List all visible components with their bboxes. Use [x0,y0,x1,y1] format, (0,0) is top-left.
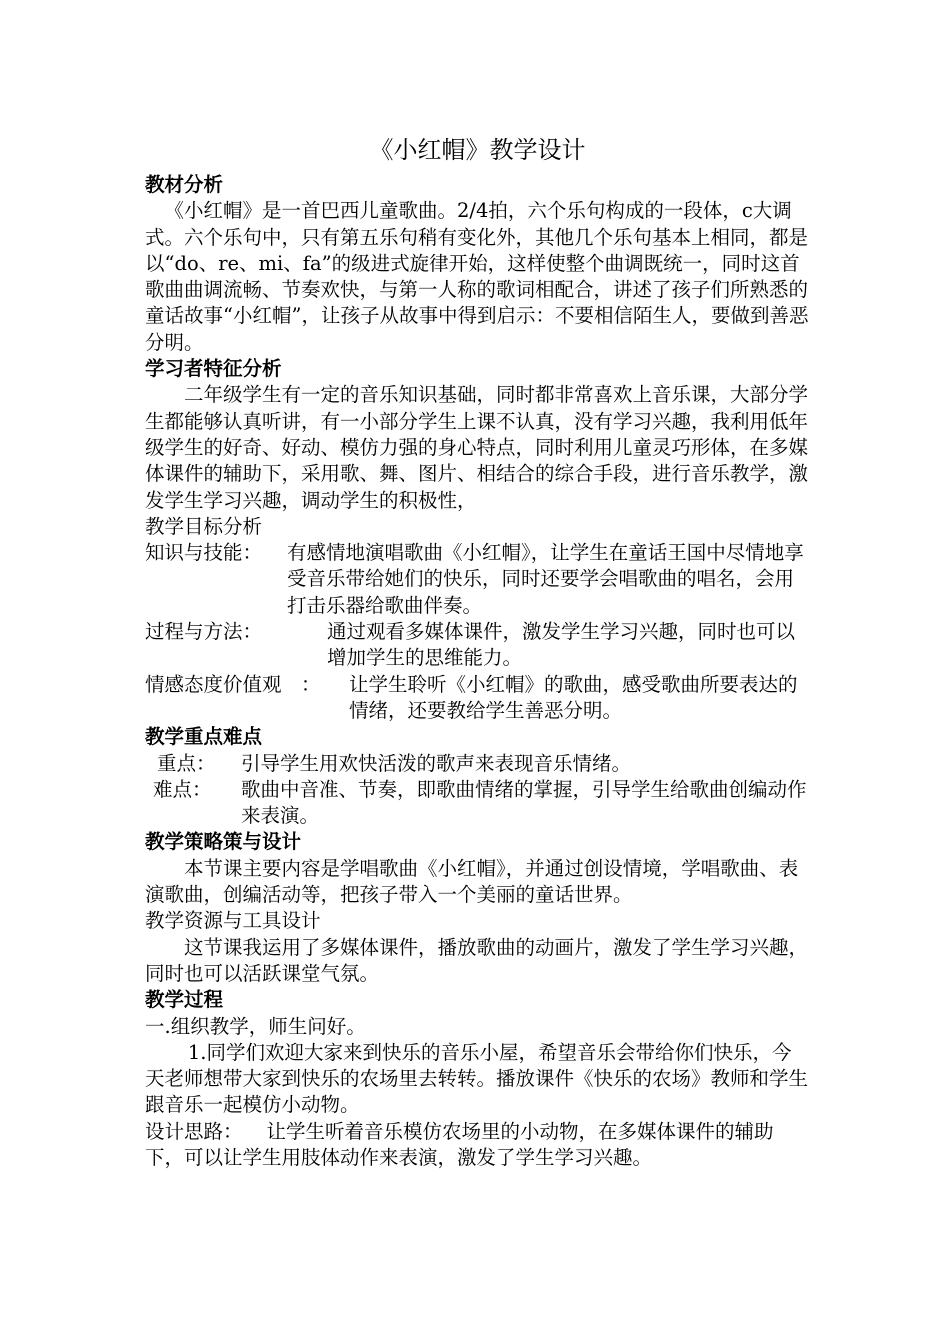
heading-process: 教学过程 [145,988,224,1012]
heading-key-difficult: 教学重点难点 [145,725,263,749]
objective-skills-text: 有感情地演唱歌曲《小红帽》，让学生在童话王国中尽情地享受音乐带给她们的快乐，同时还要学会唱歌曲的唱名，会用打击乐器给歌曲伴奏。 [287,541,804,617]
objective-skills-label: 知识与技能： [145,541,263,565]
objective-emotion [145,672,810,725]
difficult-point-label: 难点： [153,777,212,801]
paragraph-strategy: 本节课主要内容是学唱歌曲《小红帽》，并通过创设情境，学唱歌曲、表演歌曲，创编活动等，把孩子带入一个美丽的童话世界。 [145,856,799,907]
process-item-1: 1.同学们欢迎大家来到快乐的音乐小屋，希望音乐会带给你们快乐，今天老师想带大家到快乐的农场里去转转。播放课件《快乐的农场》教师和学生跟音乐一起模仿小动物。 [145,1040,809,1117]
document-title: 《小红帽》教学设计 [369,136,586,164]
heading-strategy: 教学策略策与设计 [145,830,302,854]
design-thinking-label: 设计思路： [145,1119,243,1143]
difficult-point [145,777,810,830]
objective-emotion-label: 情感态度价值观 ： [145,672,321,696]
objective-skills [145,540,810,619]
heading-textbook-analysis: 教材分析 [145,173,224,196]
design-thinking [145,1119,810,1172]
process-step-1: 一.组织教学，师生问好。 [145,1014,366,1038]
heading-objectives: 教学目标分析 [145,514,263,538]
paragraph-resources: 这节课我运用了多媒体课件，播放歌曲的动画片，激发了学生学习兴趣，同时也可以活跃课堂气氛。 [145,935,809,985]
objective-emotion-text: 让学生聆听《小红帽》的歌曲，感受歌曲所要表达的情绪，还要教给学生善恶分明。 [349,672,798,722]
heading-resources: 教学资源与工具设计 [145,909,321,933]
key-point-label: 重点： [157,751,216,775]
key-point-text: 引导学生用欢快活泼的歌声来表现音乐情绪。 [241,751,632,775]
design-thinking-text: 让学生听着音乐模仿农场里的小动物，在多媒体课件的辅助下，可以让学生用肢体动作来表演，激发了学生学习兴趣。 [145,1119,774,1169]
objective-process-label: 过程与方法： [145,620,263,644]
objective-process [145,619,810,672]
objective-process-text: 通过观看多媒体课件，激发学生学习兴趣，同时也可以增加学生的思维能力。 [327,620,796,670]
heading-learner-analysis: 学习者特征分析 [145,357,282,381]
paragraph-textbook-analysis: 《小红帽》是一首巴西儿童歌曲。2/4拍，六个乐句构成的一段体，c大调式。六个乐句中，只有第五乐句稍有变化外，其他几个乐句基本上相同，都是以“do、re、mi、fa”的级进式旋律开始，这样使整个曲调既统一，同时这首歌曲曲调流畅、节奏欢快，与第一人称的歌词相配合，讲述了孩子们所熟悉的童话故事“小红帽”，让孩子从故事中得到启示：不要相信陌生人，要做到善恶分明。 [145,199,809,354]
key-point [145,751,810,777]
paragraph-learner-analysis: 二年级学生有一定的音乐知识基础，同时都非常喜欢上音乐课，大部分学生都能够认真听讲，有一小部分学生上课不认真，没有学习兴趣，我利用低年级学生的好奇、好动、模仿力强的身心特点，同时利用儿童灵巧形体，在多媒体课件的辅助下，采用歌、舞、图片、相结合的综合手段，进行音乐教学，激发学生学习兴趣，调动学生的积极性， [145,383,809,512]
difficult-point-text: 歌曲中音准、节奏，即歌曲情绪的掌握，引导学生给歌曲创编动作来表演。 [241,777,807,828]
document-page [145,132,810,1171]
